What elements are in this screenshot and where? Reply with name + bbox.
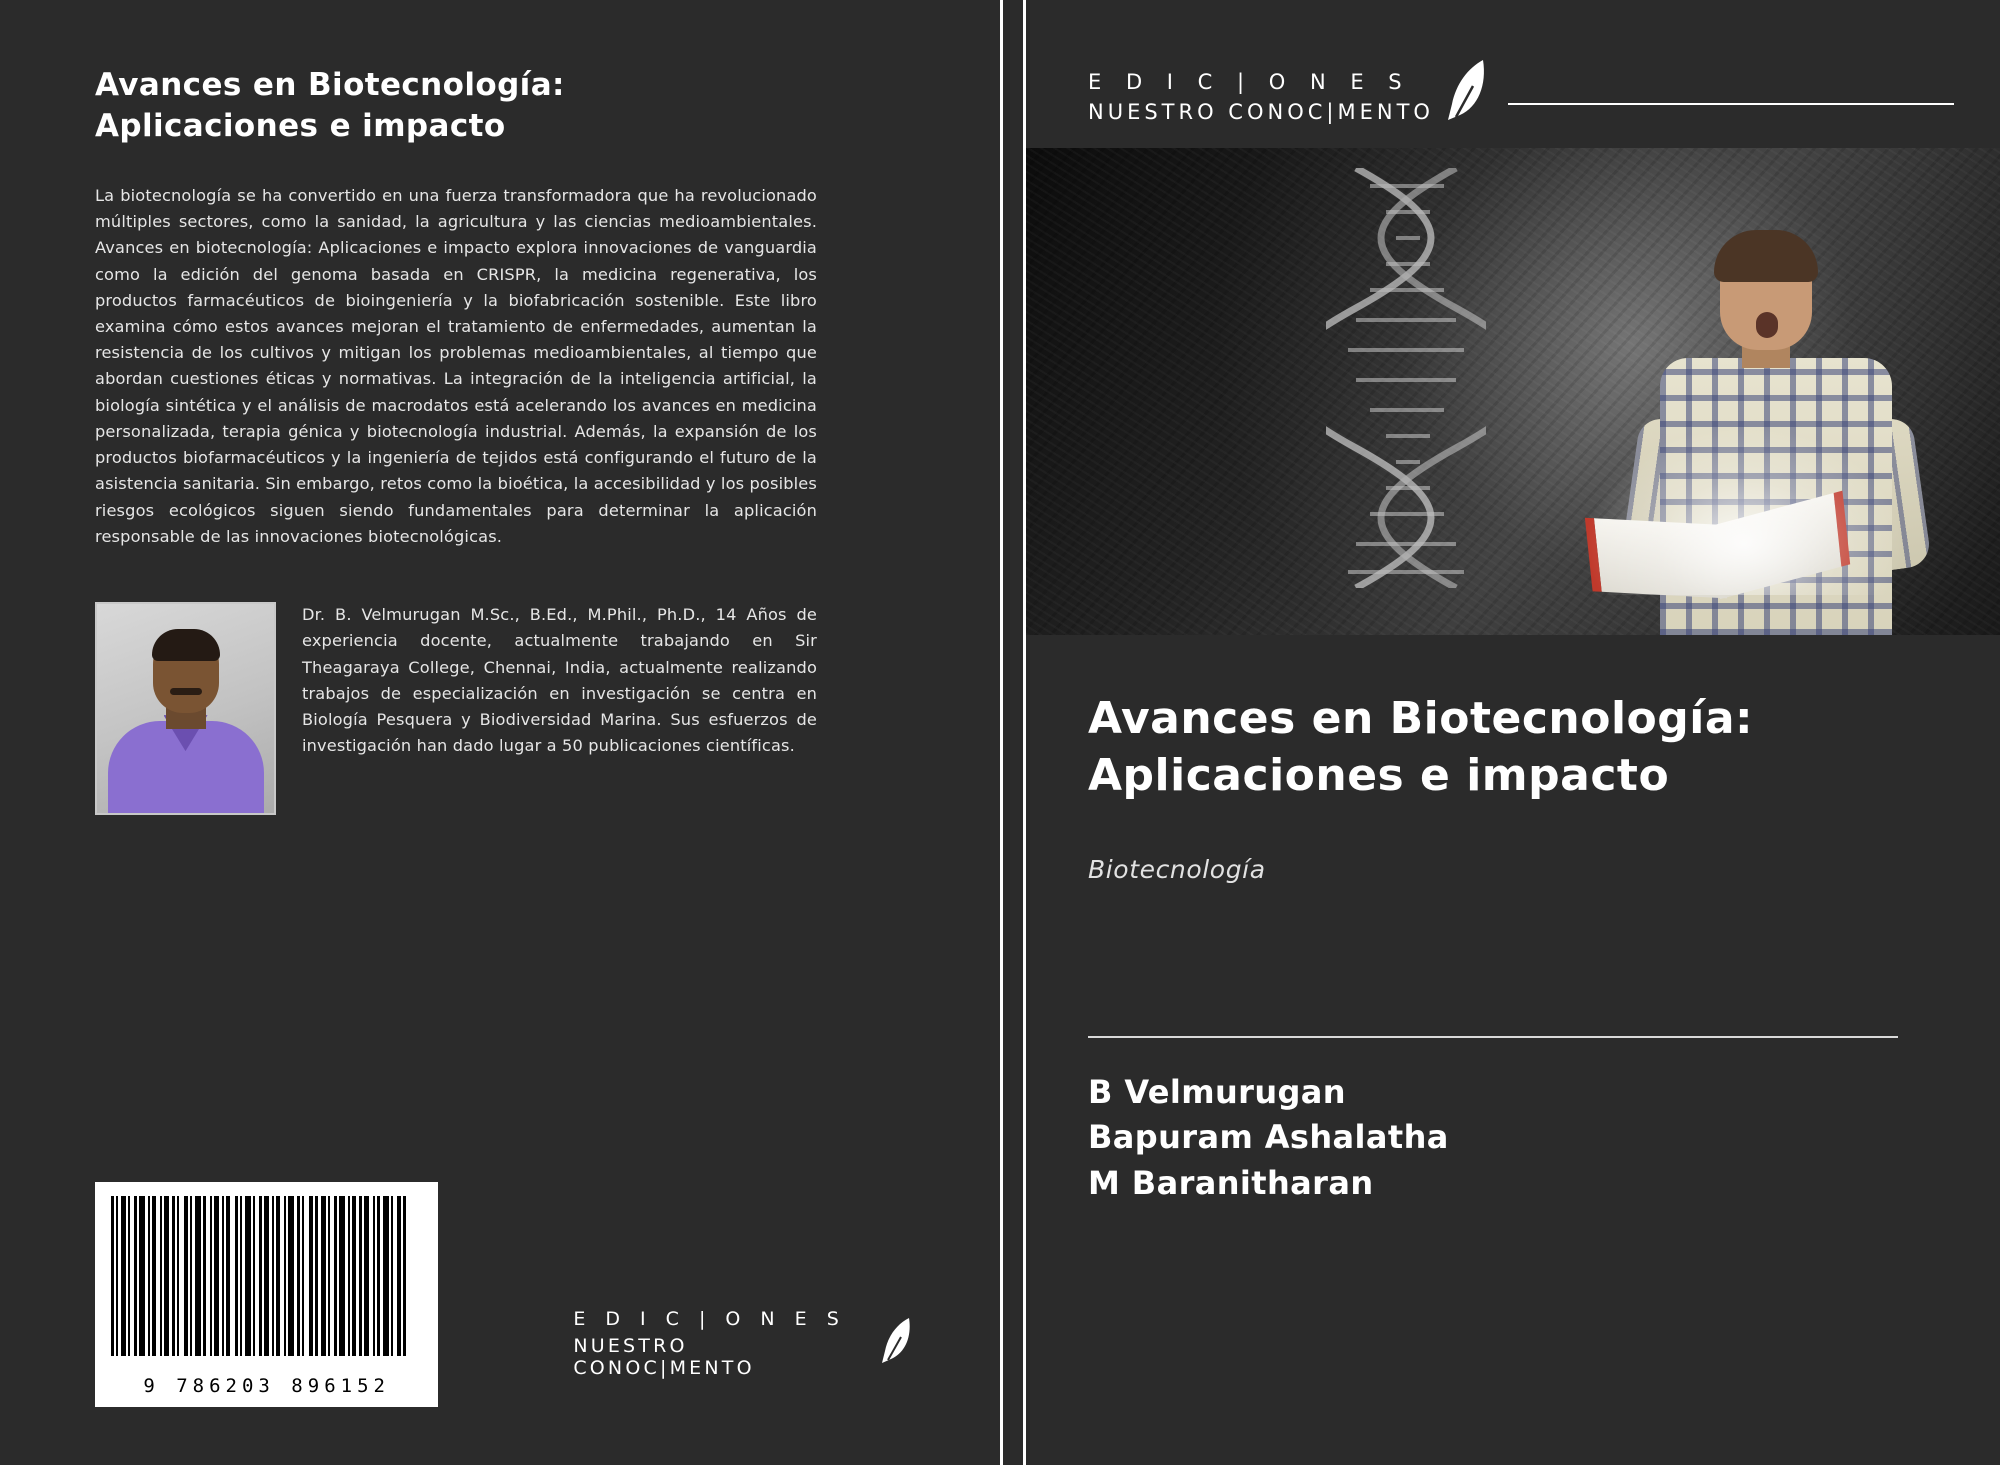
title-divider <box>1088 1036 1898 1038</box>
student-figure <box>1624 230 1954 635</box>
author-name: M Baranitharan <box>1088 1163 1374 1202</box>
book-left-page <box>1585 518 1727 599</box>
publisher-line2: NUESTRO CONOC|MENTO <box>573 1335 755 1379</box>
publisher-logo-back <box>573 1308 915 1379</box>
figure-mouth <box>1756 312 1778 338</box>
dna-helix-icon <box>1326 168 1486 588</box>
publisher-line1-front: E D I C | O N E S <box>1088 70 1411 94</box>
author-name: Bapuram Ashalatha <box>1088 1118 1449 1157</box>
back-cover-title: Avances en Biotecnología: Aplicaciones e impacto <box>95 67 565 144</box>
quill-icon <box>879 1315 915 1373</box>
front-cover-title: Avances en Biotecnología: Aplicaciones e impacto <box>1088 693 1754 802</box>
publisher-line2-front: NUESTRO CONOC|MENTO <box>1088 100 1434 124</box>
back-cover-blurb: La biotecnología se ha convertido en una fuerza transformadora que ha revolucionado múltiples sectores, como la sanidad, la agricultura y las ciencias medioambientales. Avances en biotecnología: Aplicaciones e impacto explora innovaciones de vanguardia como la edición del genoma basada en CRISPR, la medicina regenerativa, los productos farmacéuticos de bioingeniería y la biofabricación sostenible. Este libro examina cómo estos avances mejoran el tratamiento de enfermedades, aumentan la resistencia de los cultivos y mitigan los problemas medioambientales, al tiempo que abordan cuestiones éticas y normativas. La integración de la inteligencia artificial, la biología sintética y el análisis de macrodatos está acelerando los avances en medicina personalizada, terapia génica y biotecnología industrial. Además, la expansión de los productos biofarmacéuticos y la ingeniería de tejidos está configurando el futuro de la asistencia sanitaria. Sin embargo, retos como la bioética, la accesibilidad y los posibles riesgos ecológicos siguen siendo fundamentales para determinar la aplicación responsable de las innovaciones biotecnológicas. <box>95 185 817 546</box>
photo-moustache <box>170 688 202 695</box>
front-cover <box>1026 0 2000 1465</box>
author-list <box>1088 1070 1449 1206</box>
publisher-logo-front <box>1088 62 1954 132</box>
barcode-bars <box>111 1196 422 1356</box>
author-block <box>95 602 817 815</box>
author-name: B Velmurugan <box>1088 1073 1346 1111</box>
photo-hair <box>152 629 220 661</box>
publisher-line1: E D I C | O N E S <box>573 1308 846 1330</box>
quill-icon-front <box>1444 56 1490 132</box>
back-cover-footer <box>95 1182 915 1407</box>
author-bio: Dr. B. Velmurugan M.Sc., B.Ed., M.Phil., Ph.D., 14 Años de experiencia docente, actualmente trabajando en Sir Theagaraya College, Chennai, India, actualmente realizando trabajos de especialización en investigación se centra en Biología Pesquera y Biodiversidad Marina. Sus esfuerzos de investigación han dado lugar a 50 publicaciones científicas. <box>302 605 817 756</box>
cover-illustration <box>1026 148 2000 635</box>
publisher-rule <box>1508 103 1954 105</box>
barcode-digits: 9 786203 896152 <box>143 1375 390 1397</box>
author-photo <box>95 602 276 815</box>
barcode <box>95 1182 438 1407</box>
figure-hair <box>1714 230 1818 282</box>
front-cover-subtitle: Biotecnología <box>1088 855 1266 884</box>
book-spine <box>1000 0 1026 1465</box>
